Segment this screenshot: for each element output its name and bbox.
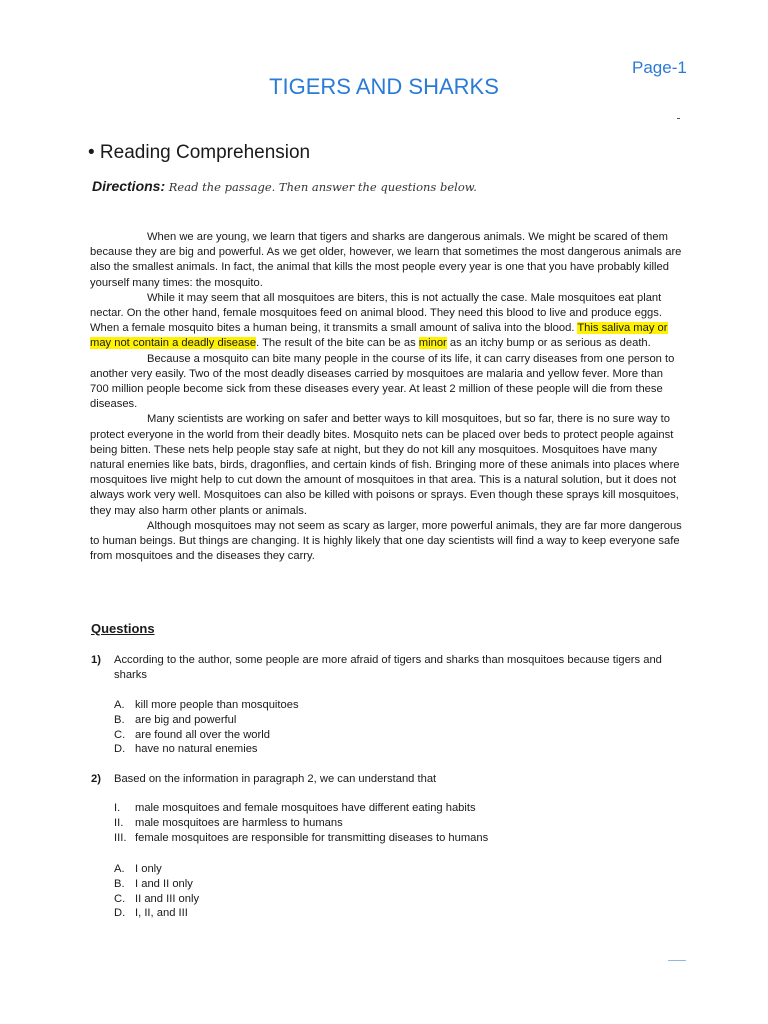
statement-text: male mosquitoes are harmless to humans	[135, 816, 343, 829]
passage-paragraph-3: Because a mosquito can bite many people in the course of its life, it can carry diseases from one person to another very easily. Two of the most deadly diseases carried by mosquitoes are malaria and yellow fever. More than 700 million people become sick from these diseases every year. At least 2 million of these people will die from these diseases.	[90, 352, 675, 411]
option-label: D.	[114, 743, 126, 756]
statement-label: II.	[114, 816, 124, 829]
option-label: C.	[114, 892, 126, 905]
reading-passage	[90, 230, 682, 564]
passage-paragraph-4: Many scientists are working on safer and better ways to kill mosquitoes, but so far, there is no sure way to protect everyone in the world from their deadly bites. Mosquito nets can be placed over beds to protect people against being bitten. These nets help people stay safe at night, but they do not kill any mosquitoes. Mosquitoes have many natural enemies like bats, birds, dragonflies, and certain kinds of fish. Bringing more of these animals into places where mosquitoes live might help to cut down the amount of mosquitoes in that area. This is a natural solution, but it does not always work very well. Mosquitoes can also be killed with poisons or sprays. Even though these sprays kill mosquitoes, they may also harm other plants or animals.	[90, 413, 680, 517]
statement-text: female mosquitoes are responsible for transmitting diseases to humans	[135, 831, 489, 844]
answer-option[interactable]	[114, 698, 299, 713]
statement-item	[114, 831, 488, 846]
option-label: D.	[114, 907, 126, 920]
option-text: are big and powerful	[135, 713, 237, 726]
question-1-text: According to the author, some people are more afraid of tigers and sharks than mosquitoes because tigers and sharks	[114, 654, 662, 681]
option-label: A.	[114, 699, 125, 711]
answer-option[interactable]	[114, 713, 299, 728]
statement-text: male mosquitoes and female mosquitoes have different eating habits	[135, 802, 476, 814]
page-number: Page-1	[632, 58, 687, 77]
option-text: II and III only	[135, 892, 200, 905]
question-1-number: 1)	[91, 654, 101, 666]
answer-option[interactable]	[114, 862, 199, 877]
option-text: are found all over the world	[135, 728, 270, 741]
footer-mark	[668, 960, 686, 961]
question-2-statements	[114, 801, 488, 845]
option-label: C.	[114, 728, 126, 741]
directions-label: Directions:	[92, 178, 166, 194]
option-text: I and II only	[135, 877, 193, 890]
questions-heading: Questions	[91, 621, 155, 636]
option-label: B.	[114, 877, 125, 890]
answer-option[interactable]	[114, 906, 199, 921]
statement-item	[114, 816, 488, 831]
question-1-options	[114, 698, 299, 757]
directions	[92, 178, 477, 194]
option-text: have no natural enemies	[135, 743, 258, 756]
answer-option[interactable]	[114, 728, 299, 743]
passage-p2-text-middle: . The result of the bite can be as	[256, 337, 416, 350]
answer-option[interactable]	[114, 742, 299, 757]
question-2-number: 2)	[91, 773, 101, 785]
option-label: A.	[114, 863, 125, 875]
passage-p2-text-start: While it may seem that all mosquitoes are biters, this is not actually the case. Male mosquitoes eat plant nectar. On the other hand, female mosquitoes feed on animal blood. They need this blood to live and produce eggs. When a female mosquito bites a human being, it transmits a small amount of saliva into the blood.	[90, 291, 662, 335]
section-heading: • Reading Comprehension	[88, 142, 311, 163]
question-2-options	[114, 862, 199, 921]
passage-paragraph-1: When we are young, we learn that tigers and sharks are dangerous animals. We might be scared of them because they are big and powerful. As we get older, however, we learn that sometimes the most dangerous animals are also the smallest animals. In fact, the animal that kills the most people every year is one that you have probably killed yourself many times: the mosquito.	[90, 231, 682, 289]
option-text: kill more people than mosquitoes	[135, 699, 299, 711]
passage-paragraph-5: Although mosquitoes may not seem as scary as larger, more powerful animals, they are far more dangerous to human beings. But things are changing. It is highly likely that one day scientists will find a way to keep everyone safe from mosquitoes and the diseases they carry.	[90, 519, 682, 563]
option-label: B.	[114, 713, 125, 726]
highlighted-text-saliva: This saliva may or may not contain a deadly disease	[90, 322, 668, 350]
directions-text: Read the passage. Then answer the questions below.	[168, 180, 477, 194]
option-text: I only	[135, 863, 162, 875]
question-1	[91, 653, 691, 683]
highlighted-text-minor: minor	[418, 337, 447, 350]
document-title: TIGERS AND SHARKS	[269, 74, 499, 99]
statement-label: I.	[114, 802, 121, 814]
passage-p2-text-end: as an itchy bump or as serious as death.	[449, 337, 651, 350]
question-2	[91, 772, 691, 787]
option-text: I, II, and III	[135, 907, 188, 920]
passage-paragraph-2	[90, 291, 682, 352]
answer-option[interactable]	[114, 892, 199, 907]
stray-mark	[677, 118, 680, 119]
statement-label: III.	[114, 831, 127, 844]
statement-item	[114, 801, 488, 816]
answer-option[interactable]	[114, 877, 199, 892]
question-2-text: Based on the information in paragraph 2, we can understand that	[114, 773, 437, 785]
